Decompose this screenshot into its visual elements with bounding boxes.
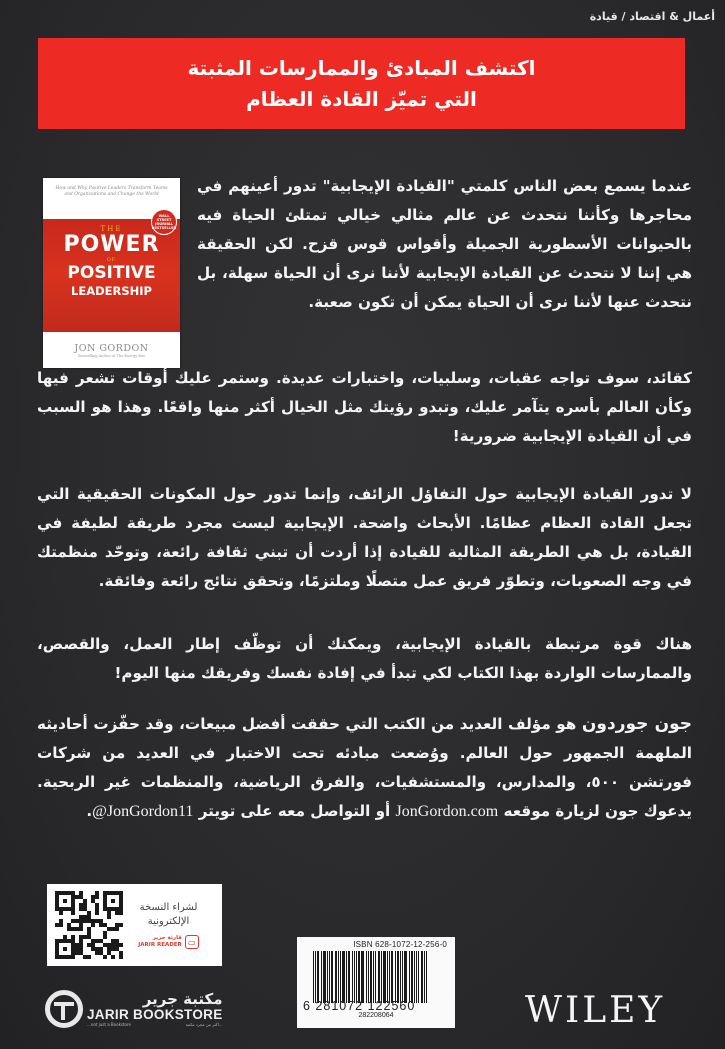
cover-title-block xyxy=(43,214,180,332)
blurb-paragraph-1: عندما يسمع بعض الناس كلمتي "القيادة الإيجابية" تدور أعينهم في محاجرها وكأننا نتحدث عن عالم مثالي خيالي تمتلئ الحياة فيه بالحيوانات الأسطورية الجميلة وأقواس قوس قزح. لكن الحقيقة هي إننا لا نتحدث عن القيادة الإيجابية لأننا نرى أن الحياة سهلة، بل نتحدث عنها لأننا نرى أن الحياة يمكن أن تكون صعبة. xyxy=(197,177,692,311)
cover-title-of: OF xyxy=(106,257,117,263)
jarir-emblem-icon xyxy=(45,990,83,1028)
jarir-arabic-name: مكتبة جرير xyxy=(142,990,223,1008)
qr-code-icon xyxy=(55,891,123,959)
ebook-text-block xyxy=(123,901,214,949)
barcode-sub-number: 282208064 xyxy=(358,1012,394,1019)
author-bio-mid: أو التواصل معه على تويتر xyxy=(193,802,396,820)
jarir-tagline-en: ...not just a Bookstore xyxy=(87,1022,132,1027)
cover-author-block xyxy=(43,332,180,368)
author-website: JonGordon.com xyxy=(395,803,499,820)
isbn-barcode xyxy=(297,937,455,1028)
barcode-bars-icon xyxy=(313,951,449,1003)
cover-title-power: POWER xyxy=(63,232,160,257)
jarir-wordmark xyxy=(87,991,223,1027)
blurb-paragraph-3: لا تدور القيادة الإيجابية حول التفاؤل الزائف، وإنما تدور حول المكونات الحقيقية التي تجعل القادة العظام عظامًا. الأبحاث واضحة. الإيجابية ليست مجرد طريقة لطيفة في القيادة، بل هي الطريقة المثالية للقيادة إذا أردت أن تبني ثقافة رائعة، وتوحّد منظمتك في وجه الصعوبات، وتطوّر فريق عمل متصلًا وملتزمًا، وتحقق نتائج رائعة وفائقة. xyxy=(37,485,692,590)
author-bio-text: هو مؤلف العديد من الكتب التي حققت أفضل مبيعات، وقد حفّزت أحاديثه الملهمة الجمهور حول العالم. ووُضعت مبادئه تحت الاختبار في العديد من شركات فورتشن ٥٠٠، والمدارس، والمستشفيات، والفرق الرياضية، والمنظمات غير الربحية. يدعوك جون لزيارة موقعه xyxy=(37,715,692,820)
author-bio-paragraph xyxy=(37,710,692,826)
category-label: أعمال & اقتصاد / قيادة xyxy=(589,10,715,23)
cover-title-the: THE xyxy=(100,225,123,233)
headline-line-2: التي تميّز القادة العظام xyxy=(246,86,477,111)
cover-title-leadership: LEADERSHIP xyxy=(71,284,152,298)
author-bio-end: . xyxy=(86,802,93,820)
cover-author: JON GORDON xyxy=(74,343,149,354)
jarir-reader-arabic: قارئة جرير xyxy=(152,935,182,941)
jarir-english-name: JARIR BOOKSTORE xyxy=(87,1007,223,1022)
front-cover-thumbnail xyxy=(43,178,180,368)
blurb-paragraph-2: كقائد، سوف تواجه عقبات، وسلبيات، واختبارات عديدة. وستمر عليك أوقات تشعر فيها وكأن العالم بأسره يتآمر عليك، وتبدو رؤيتك مثل الخيال أكثر منها واقعًا. وهذا هو السبب في أن القيادة الإيجابية ضرورية! xyxy=(37,369,692,445)
barcode-digits: 6 281072 122560 xyxy=(303,999,416,1013)
bestseller-badge: WALL STREET JOURNAL BESTSELLER xyxy=(151,209,177,235)
headline-banner xyxy=(38,38,685,129)
jarir-reader-english: JARIR READER xyxy=(138,942,182,948)
author-twitter: @JonGordon11 xyxy=(92,803,194,820)
blurb-paragraph-4: هناك قوة مرتبطة بالقيادة الإيجابية، ويمكنك أن توظّف إطار العمل، والقصص، والممارسات الواردة بهذا الكتاب لكي تبدأ في إفادة نفسك وفريقك منها اليوم! xyxy=(37,635,692,682)
jarir-tagline xyxy=(87,1022,223,1027)
author-name: جون جوردون xyxy=(581,714,692,734)
publisher-logo: WILEY xyxy=(525,990,666,1031)
ebook-qr-box xyxy=(47,884,222,966)
open-book-icon: ▭ xyxy=(185,935,199,949)
headline-line-1: اكتشف المبادئ والممارسات المثبتة xyxy=(187,55,536,80)
ebook-text-line-1: لشراء النسخة xyxy=(139,902,198,913)
ebook-text-line-2: الإلكترونية xyxy=(147,916,190,927)
cover-tagline: How and Why Positive Leaders Transform Teams and Organizations and Change the World xyxy=(55,186,168,197)
isbn-number: ISBN 628-1072-12-256-0 xyxy=(353,940,447,949)
jarir-tagline-ar: أكثر من مجرد مكتبة... xyxy=(185,1022,223,1027)
cover-author-subtitle: Bestselling Author of The Energy Bus xyxy=(78,354,145,358)
jarir-bookstore-logo xyxy=(45,990,223,1028)
jarir-reader-logo xyxy=(138,935,199,949)
cover-title-positive: POSITIVE xyxy=(67,263,156,283)
